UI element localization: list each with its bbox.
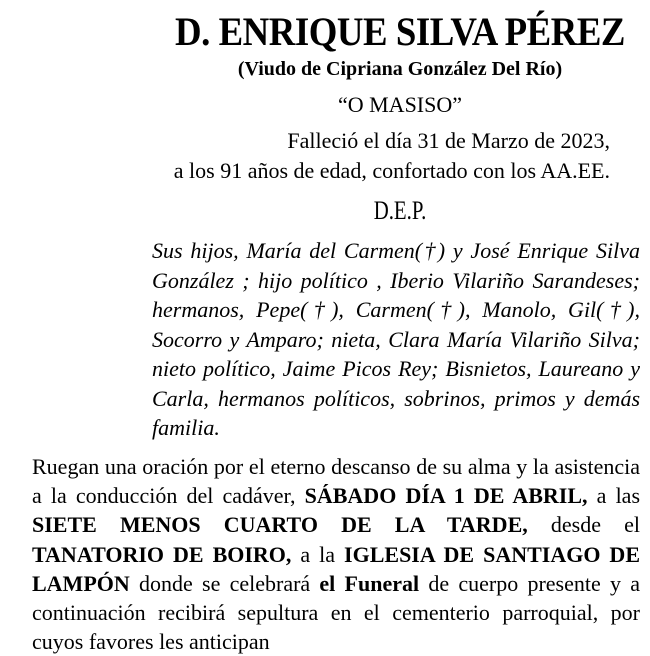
death-date-line: Falleció el día 31 de Marzo de 2023, [287,128,610,153]
request-funeral: el Funeral [319,570,420,596]
request-text-5: donde se celebrará [129,570,320,596]
request-date: SÁBADO DÍA 1 DE ABRIL, [304,483,588,509]
request-church: IGLESIA DE SANTIAGO DE LAMPÓN [32,541,640,596]
request-paragraph [32,452,640,656]
request-text-6: de cuerpo presente y a continuación recibirá sepultura en el cementerio parroquial, por cuyos favores les anticipan [32,570,640,655]
request-origin: TANATORIO DE BOIRO, [32,541,292,567]
nickname: “O MASISO” [337,92,463,117]
rip-text: D.E.P. [373,196,427,225]
request-text-2: a las [587,483,641,509]
deceased-name: D. ENRIQUE SILVA PÉREZ [174,9,626,54]
request-text-3: desde el [527,512,640,538]
death-age-line: a los 91 años de edad, confortado con los AA.EE. [173,158,610,183]
request-time: SIETE MENOS CUARTO DE LA TARDE, [32,512,528,538]
widowed-note: (Viudo de Cipriana González Del Río) [237,58,563,80]
request-text-1: Ruegan una oración por el eterno descanso de su alma y la asistencia a la conducción del cadáver, [32,454,640,509]
request-text-4: a la [291,541,345,567]
family-paragraph: Sus hijos, María del Carmen(†) y José Enrique Silva González ; hijo político , Iberio Vilariño Sarandeses; hermanos, Pepe(†), Carmen(†), Manolo, Gil(†), Socorro y Amparo; nieta, Clara María Vilariño Silva; nieto político, Jaime Picos Rey; Bisnietos, Laureano y Carla, hermanos políticos, sobrinos, primos y demás familia. [152,238,640,440]
